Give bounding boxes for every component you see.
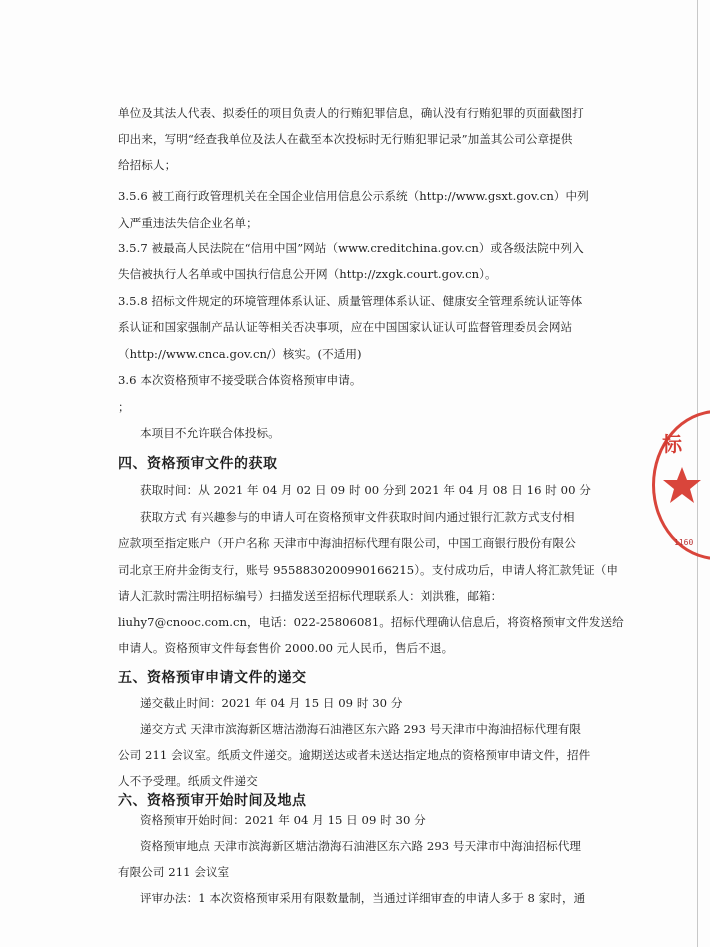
text-line: 申请人。资格预审文件每套售价 2000.00 元人民币，售后不退。 — [118, 641, 454, 655]
text-line: 资格预审开始时间：2021 年 04 月 15 日 09 时 30 分 — [140, 813, 426, 827]
text-line: 给招标人； — [118, 158, 177, 172]
text-line: 印出来，写明“经查我单位及法人在截至本次投标时无行贿犯罪记录”加盖其公司公章提供 — [118, 132, 573, 146]
star-icon — [662, 465, 702, 505]
text-line: 3.5.7 被最高人民法院在“信用中国”网站（www.creditchina.gov.cn）或各级法院中列入 — [118, 241, 584, 255]
seal-serial: 1160 — [674, 538, 694, 547]
text-line: 获取时间：从 2021 年 04 月 02 日 09 时 00 分到 2021 年 04 月 08 日 16 时 00 分 — [140, 483, 591, 497]
text-line: 递交截止时间：2021 年 04 月 15 日 09 时 30 分 — [140, 696, 403, 710]
text-line: 请人汇款时需注明招标编号）扫描发送至招标代理联系人：刘洪雅，邮箱： — [118, 589, 503, 603]
text-line: 本项目不允许联合体投标。 — [140, 426, 280, 440]
text-line: 入严重违法失信企业名单； — [118, 216, 258, 230]
text-line: 资格预审地点 天津市滨海新区塘沽渤海石油港区东六路 293 号天津市中海油招标代理 — [140, 839, 582, 853]
text-line: 评审办法：1 本次资格预审采用有限数量制，当通过详细审查的申请人多于 8 家时，通 — [140, 891, 586, 905]
text-line: 系认证和国家强制产品认证等相关否决事项，应在中国国家认证认可监督管理委员会网站 — [118, 320, 573, 334]
text-line: 人不予受理。纸质文件递交 — [118, 774, 258, 788]
text-line: （http://www.cnca.gov.cn/）核实。(不适用) — [118, 347, 362, 361]
text-line: 单位及其法人代表、拟委任的项目负责人的行贿犯罪信息，确认没有行贿犯罪的页面截图打 — [118, 106, 584, 120]
seal-text: 标 — [662, 432, 683, 456]
text-line: 公司 211 会议室。纸质文件递交。逾期送达或者未送达指定地点的资格预审申请文件，招件 — [118, 748, 591, 762]
text-line: 递交方式 天津市滨海新区塘沽渤海石油港区东六路 293 号天津市中海油招标代理有限 — [140, 722, 582, 736]
section-heading-5: 五、资格预审申请文件的递交 — [118, 670, 307, 686]
section-heading-4: 四、资格预审文件的获取 — [118, 456, 278, 472]
text-line: 3.6 本次资格预审不接受联合体资格预审申请。 — [118, 373, 362, 387]
text-line: 3.5.8 招标文件规定的环境管理体系认证、质量管理体系认证、健康安全管理系统认证等体 — [118, 294, 583, 308]
text-line: 3.5.6 被工商行政管理机关在全国企业信用信息公示系统（http://www.gsxt.gov.cn）中列 — [118, 189, 589, 203]
red-seal-stamp — [652, 410, 710, 560]
text-line: 司北京王府井金街支行，账号 9558830200990166215）。支付成功后，申请人将汇款凭证（申 — [118, 563, 618, 577]
text-line: 有限公司 211 会议室 — [118, 865, 230, 879]
text-line: liuhy7@cnooc.com.cn，电话：022-25806081。招标代理确认信息后，将资格预审文件发送给 — [118, 615, 624, 629]
text-line: 获取方式 有兴趣参与的申请人可在资格预审文件获取时间内通过银行汇款方式支付相 — [140, 510, 575, 524]
text-line: 失信被执行人名单或中国执行信息公开网（http://zxgk.court.gov.cn）。 — [118, 267, 497, 281]
text-line: 应款项至指定账户（开户名称 天津市中海油招标代理有限公司，中国工商银行股份有限公 — [118, 536, 576, 550]
section-heading-6: 六、资格预审开始时间及地点 — [118, 793, 307, 809]
text-line: ； — [118, 400, 130, 414]
